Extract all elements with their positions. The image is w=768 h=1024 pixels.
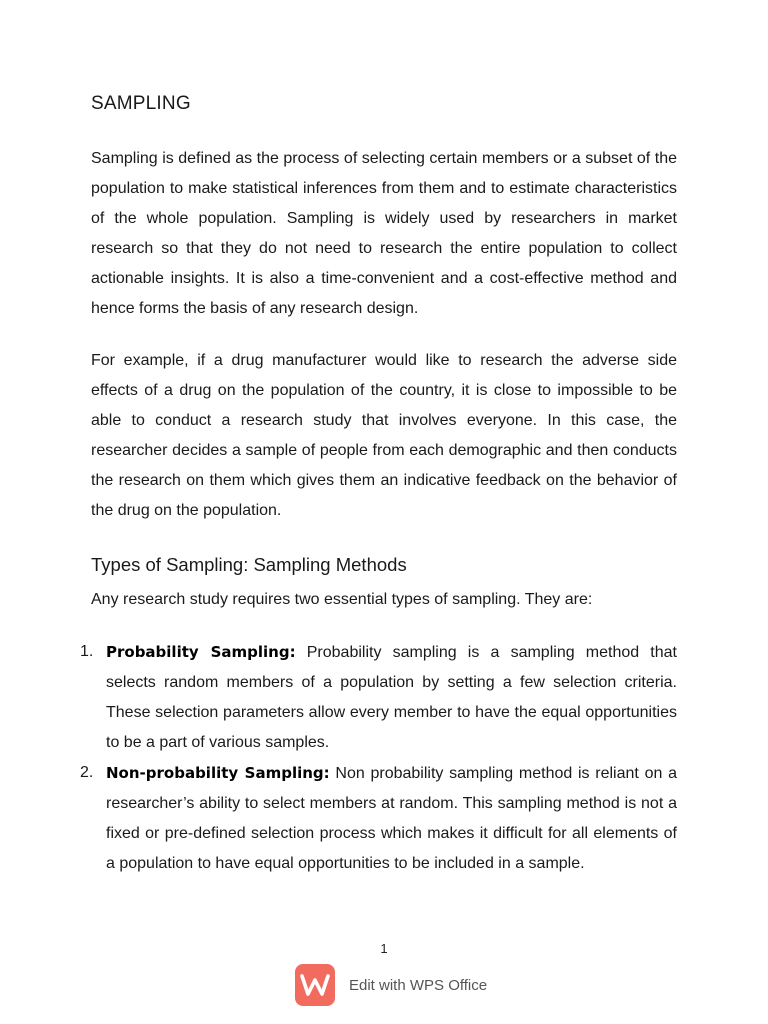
- list-text: Probability sampling is a sampling method that selects random members of a population by setting a few selection criteria. These selection parameters allow every member to have the equal opportunities to be a part of various samples.: [106, 644, 677, 751]
- list-term: Probability Sampling:: [106, 643, 296, 661]
- document-title: SAMPLING: [91, 93, 191, 114]
- list-term: Non-probability Sampling:: [106, 764, 330, 782]
- wps-w-glyph: [300, 974, 330, 996]
- wps-logo-icon: [295, 964, 335, 1006]
- list-number: 1.: [80, 643, 94, 660]
- page-number: 1: [380, 941, 388, 956]
- section-heading: Types of Sampling: Sampling Methods: [91, 554, 407, 575]
- wps-label: Edit with WPS Office: [349, 976, 488, 994]
- sampling-types-list: [0, 637, 768, 879]
- list-text: Non probability sampling method is reliant on a researcher’s ability to select members at random. This sampling method is not a fixed or pre-defined selection process which makes it difficult for all elements of a population to have equal opportunities to be included in a sample.: [106, 765, 677, 872]
- paragraph-definition: Sampling is defined as the process of selecting certain members or a subset of the population to make statistical inferences from them and to estimate characteristics of the whole population. Sampling is widely used by researchers in market research so that they do not need to research the entire population to collect actionable insights. It is also a time-convenient and a cost-effective method and hence forms the basis of any research design.: [91, 150, 677, 317]
- section-intro: Any research study requires two essential types of sampling. They are:: [91, 591, 593, 608]
- edit-with-wps-button[interactable]: [295, 963, 487, 1007]
- list-number: 2.: [80, 764, 94, 781]
- list-item-non-probability: [80, 758, 677, 879]
- paragraph-example: For example, if a drug manufacturer would like to research the adverse side effects of a drug on the population of the country, it is close to impossible to be able to conduct a research study that involves everyone. In this case, the researcher decides a sample of people from each demographic and then conducts the research on them which gives them an indicative feedback on the behavior of the drug on the population.: [91, 352, 677, 519]
- list-item-probability: [80, 637, 677, 758]
